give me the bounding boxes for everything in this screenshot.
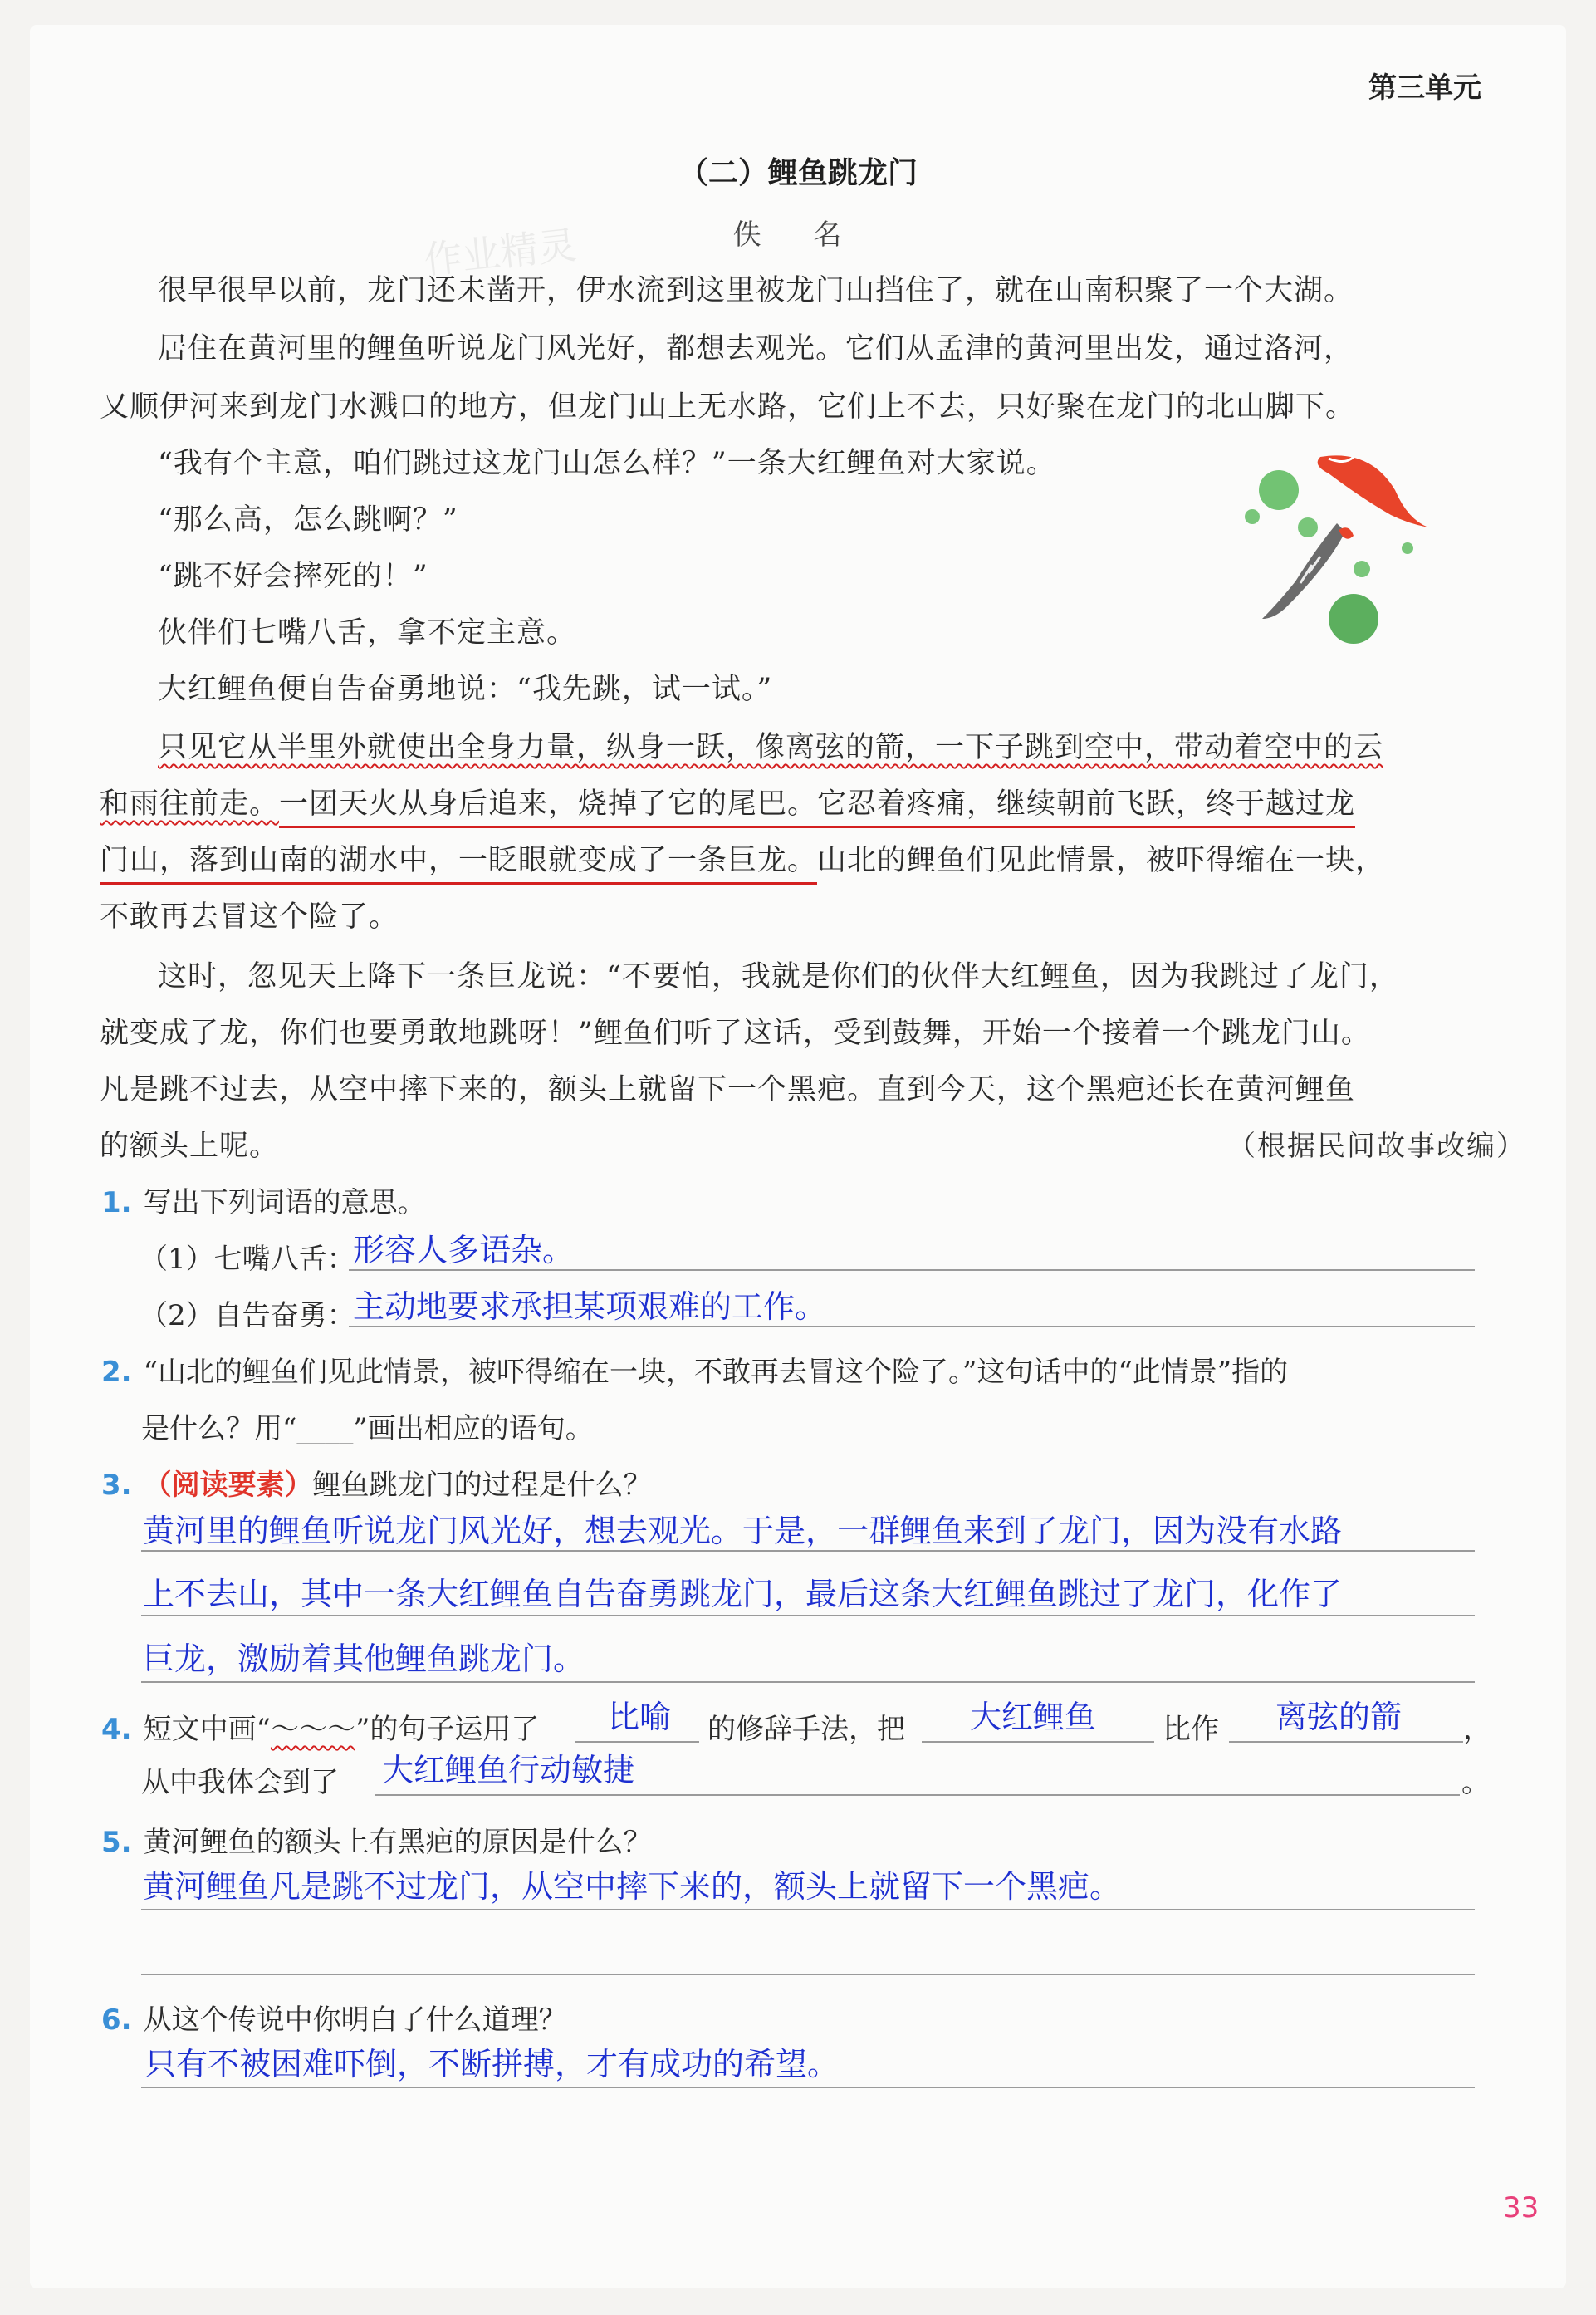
wavy-underlined-sentence: 只见它从半里外就使出全身力量，纵身一跃，像离弦的箭，一下子跳到空中，带动着空中的云 — [158, 731, 1384, 764]
q3-answer-line-1[interactable]: 黄河里的鲤鱼听说龙门风光好，想去观光。于是，一群鲤鱼来到了龙门，因为没有水路 — [143, 1513, 1343, 1549]
question-text: 鲤鱼跳龙门的过程是什么？ — [312, 1469, 652, 1502]
article-line-7: 伙伴们七嘴八舌，拿不定主意。 — [158, 616, 577, 650]
wavy-mark-sample: ～～～ — [270, 1713, 355, 1746]
article-line-3: 又顺伊河来到龙门水溅口的地方，但龙门山上无水路，它们上不去，只好聚在龙门的北山脚下。 — [100, 390, 1356, 424]
question-5 — [101, 1819, 652, 1860]
blank-line — [922, 1741, 1154, 1743]
article-text: 山北的鲤鱼们见此情景，被吓得缩在一块， — [817, 844, 1386, 877]
question-4-text: 。 — [1461, 1766, 1490, 1799]
q3-answer-line-2[interactable]: 上不去山，其中一条大红鲤鱼自告奋勇跳龙门，最后这条大红鲤鱼跳过了龙门，化作了 — [143, 1576, 1343, 1612]
question-number: 1. — [101, 1186, 132, 1219]
answer-line — [141, 2087, 1475, 2088]
q4-blank-2[interactable]: 大红鲤鱼 — [970, 1699, 1097, 1735]
article-line-12: 不敢再去冒这个险了。 — [100, 900, 399, 934]
q1-sub2-answer[interactable]: 主动地要求承担某项艰难的工作。 — [353, 1288, 827, 1325]
article-line-6: “跳不好会摔死的！” — [158, 560, 428, 593]
question-text: 黄河鲤鱼的额头上有黑疤的原因是什么？ — [143, 1826, 652, 1859]
answer-line — [349, 1326, 1475, 1327]
answer-line — [141, 1974, 1475, 1975]
q1-sub2-label: （2）自告奋勇： — [140, 1299, 355, 1332]
unit-label: 第三单元 — [1368, 71, 1481, 105]
blank-line — [375, 1794, 1460, 1796]
question-number: 3. — [101, 1469, 132, 1502]
question-4-text: 的修辞手法，把 — [707, 1713, 905, 1746]
q5-answer[interactable]: 黄河鲤鱼凡是跳不过龙门，从空中摔下来的，额头上就留下一个黑疤。 — [143, 1868, 1122, 1905]
q1-sub1-label: （1）七嘴八舌： — [140, 1243, 355, 1276]
reading-element-tag: （阅读要素） — [143, 1469, 313, 1502]
article-line-4: “我有个主意，咱们跳过这龙门山怎么样？”一条大红鲤鱼对大家说。 — [158, 447, 1056, 480]
article-source: （根据民间故事改编） — [1227, 1130, 1526, 1163]
answer-line — [141, 1909, 1475, 1910]
article-line-14: 就变成了龙，你们也要勇敢地跳呀！”鲤鱼们听了这话，受到鼓舞，开始一个接着一个跳龙门山。 — [100, 1017, 1371, 1050]
article-author: 佚 名 — [732, 218, 864, 252]
wavy-underlined-sentence-end: 和雨往前走。 — [100, 787, 280, 821]
answer-line — [141, 1550, 1475, 1552]
q4-blank-4[interactable]: 大红鲤鱼行动敏捷 — [382, 1752, 635, 1788]
red-underlined-sentence-1: 一团天火从身后追来，烧掉了它的尾巴。它忍着疼痛，继续朝前飞跃，终于越过龙 — [279, 787, 1355, 828]
q3-answer-line-3[interactable]: 巨龙，激励着其他鲤鱼跳龙门。 — [143, 1641, 585, 1677]
question-number: 4. — [101, 1713, 132, 1746]
question-6 — [101, 1997, 567, 2038]
blank-line — [575, 1741, 699, 1743]
article-line-2: 居住在黄河里的鲤鱼听说龙门风光好，都想去观光。它们从孟津的黄河里出发，通过洛河， — [158, 332, 1354, 365]
page-number: 33 — [1503, 2191, 1540, 2224]
question-2 — [101, 1349, 1288, 1390]
question-3 — [101, 1462, 652, 1503]
article-line-5: “那么高，怎么跳啊？” — [158, 503, 458, 537]
article-line-15: 凡是跳不过去，从空中摔下来的，额头上就留下一个黑疤。直到今天，这个黑疤还长在黄河鲤鱼 — [100, 1073, 1356, 1106]
question-number: 2. — [101, 1356, 132, 1389]
question-4-text: ， — [1463, 1713, 1491, 1746]
article-title: （二）鲤鱼跳龙门 — [678, 156, 918, 190]
article-line-13: 这时，忽见天上降下一条巨龙说：“不要怕，我就是你们的伙伴大红鲤鱼，因为我跳过了龙门， — [158, 960, 1399, 993]
article-line-10 — [100, 781, 1355, 822]
question-4 — [101, 1706, 539, 1747]
red-underlined-sentence-2: 门山，落到山南的湖水中，一眨眼就变成了一条巨龙。 — [100, 844, 817, 885]
watermark: 作业精灵 — [421, 222, 579, 283]
answer-line — [141, 1615, 1475, 1616]
question-text: 写出下列词语的意思。 — [143, 1186, 426, 1219]
question-4-text: 从中我体会到了 — [141, 1766, 339, 1799]
question-4-text: 比作 — [1163, 1713, 1219, 1746]
answer-line — [141, 1681, 1475, 1683]
q4-blank-3[interactable]: 离弦的箭 — [1275, 1699, 1403, 1735]
article-line-16: 的额头上呢。 — [100, 1130, 280, 1163]
question-1 — [101, 1180, 426, 1220]
answer-line — [349, 1269, 1475, 1271]
article-line-8: 大红鲤鱼便自告奋勇地说：“我先跳，试一试。” — [158, 673, 773, 706]
question-2-cont: 是什么？用“____”画出相应的语句。 — [141, 1412, 594, 1445]
koi-fish-illustration — [1229, 440, 1445, 656]
q6-answer[interactable]: 只有不被困难吓倒，不断拼搏，才有成功的希望。 — [144, 2046, 840, 2082]
blank-line — [1229, 1741, 1463, 1743]
article-line-11 — [100, 837, 1385, 879]
q1-sub1-answer[interactable]: 形容人多语杂。 — [353, 1232, 575, 1268]
question-text: “山北的鲤鱼们见此情景，被吓得缩在一块，不敢再去冒这个险了。”这句话中的“此情景”指的 — [143, 1356, 1289, 1389]
article-line-1: 很早很早以前，龙门还未凿开，伊水流到这里被龙门山挡住了，就在山南积聚了一个大湖。 — [158, 274, 1354, 307]
question-number: 6. — [101, 2004, 132, 2037]
q4-blank-1[interactable]: 比喻 — [608, 1699, 672, 1735]
article-line-9 — [158, 724, 1383, 766]
question-number: 5. — [101, 1826, 132, 1859]
question-text: ”的句子运用了 — [355, 1713, 540, 1746]
question-text: 短文中画“ — [143, 1713, 271, 1746]
question-text: 从这个传说中你明白了什么道理？ — [143, 2004, 567, 2037]
